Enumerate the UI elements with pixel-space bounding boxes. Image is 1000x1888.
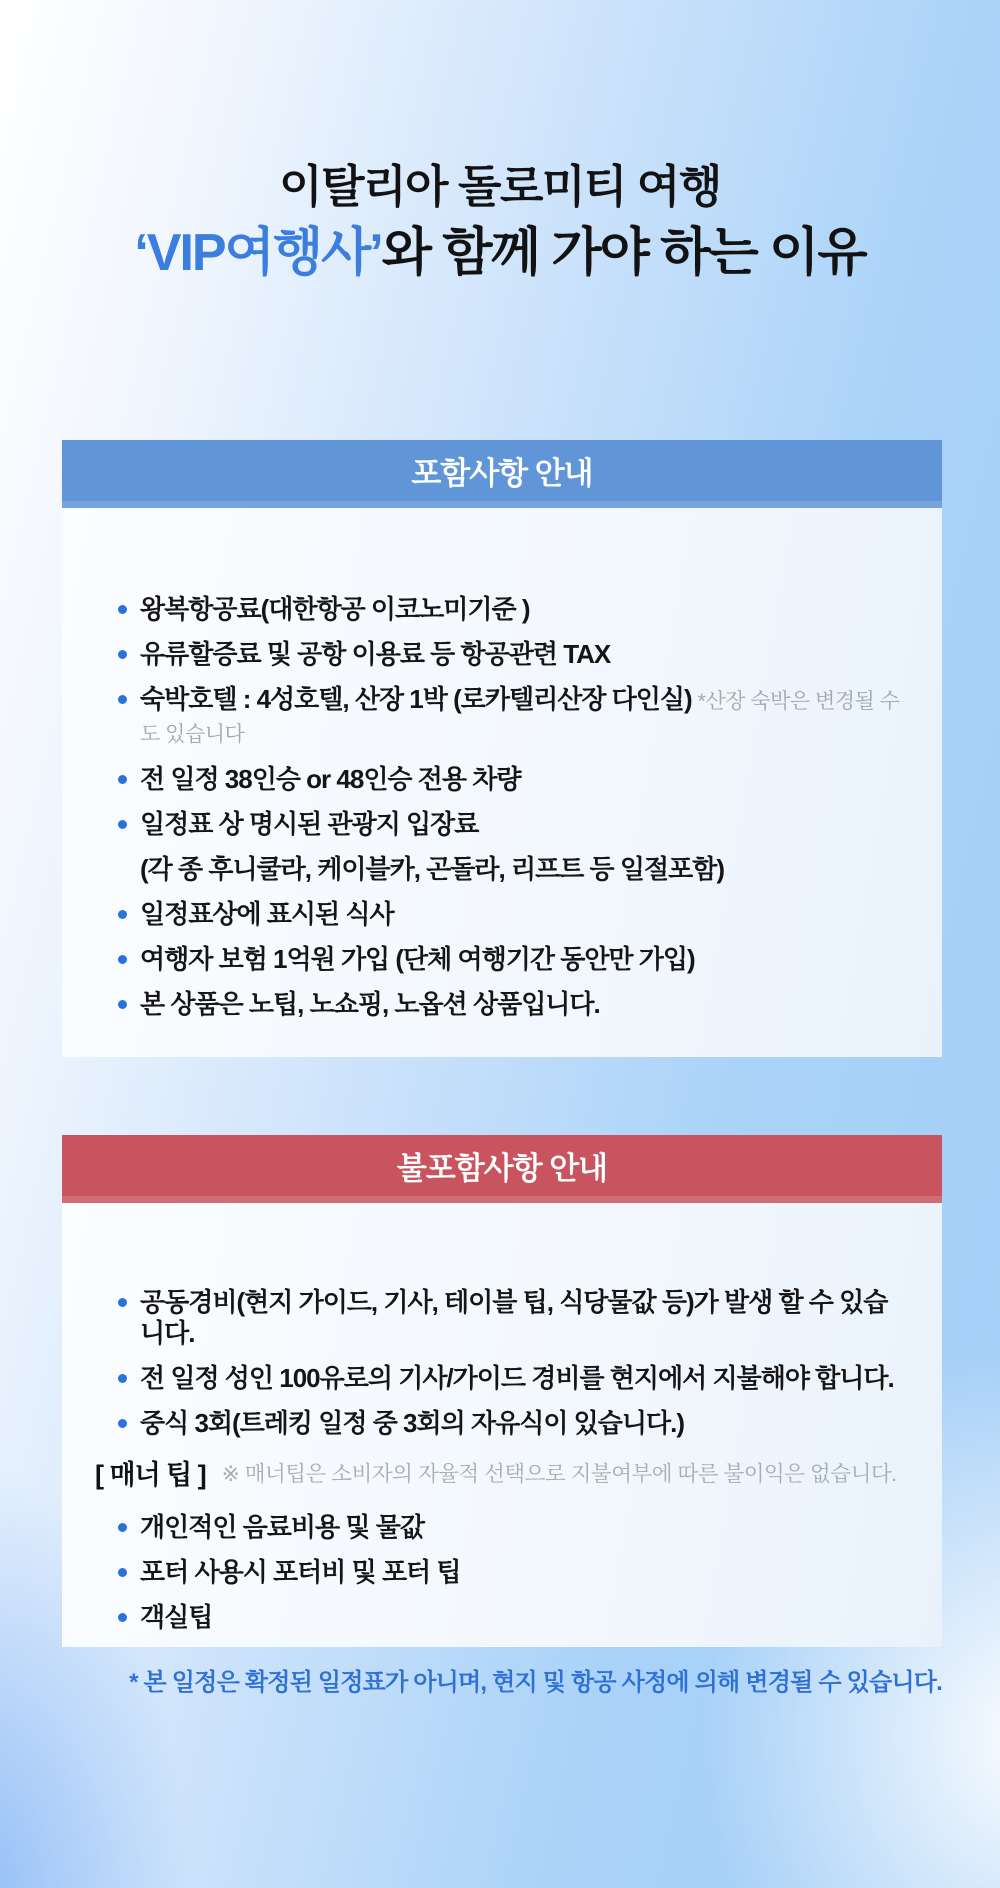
- manner-tip-label: [ 매너 팁 ]: [95, 1460, 206, 1490]
- included-items-list: [62, 508, 942, 1020]
- bullet-dot-icon: [118, 650, 127, 659]
- excluded-section-header: [62, 1135, 942, 1203]
- bullet-dot-icon: [118, 1419, 127, 1428]
- list-item-text: 전 일정 38인승 or 48인승 전용 차량: [140, 764, 521, 794]
- excluded-section-panel: [62, 1203, 942, 1647]
- bullet-dot-icon: [118, 775, 127, 784]
- list-item: [118, 899, 902, 930]
- bullet-dot-icon: [118, 1374, 127, 1383]
- list-item: [118, 1512, 902, 1543]
- list-item-note: *산장 숙박은 변경될 수도 있습니다: [140, 690, 900, 746]
- list-item: [118, 1557, 902, 1588]
- manner-tip-row: [95, 1453, 912, 1492]
- bullet-dot-icon: [118, 1000, 127, 1009]
- excluded-section-title: 불포함사항 안내: [396, 1151, 608, 1186]
- list-item: [118, 1287, 902, 1349]
- bullet-dot-icon: [118, 1613, 127, 1622]
- list-item-text: 일정표 상 명시된 관광지 입장료: [140, 809, 479, 839]
- list-item-text: 전 일정 성인 100유로의 기사/가이드 경비를 현지에서 지불해야 합니다.: [140, 1363, 894, 1393]
- excluded-sub-items-list: [62, 1512, 942, 1633]
- bullet-dot-icon: [118, 1568, 127, 1577]
- title-agency-highlight: ‘VIP여행사’: [134, 224, 382, 282]
- bullet-dot-icon: [118, 910, 127, 919]
- list-item: [118, 809, 902, 885]
- bullet-dot-icon: [118, 1298, 127, 1307]
- list-item-text: 본 상품은 노팁, 노쇼핑, 노옵션 상품입니다.: [140, 989, 600, 1019]
- list-item: [118, 989, 902, 1020]
- list-item-text: 왕복항공료(대한항공 이코노미기준 ): [140, 594, 530, 624]
- bullet-dot-icon: [118, 955, 127, 964]
- bullet-dot-icon: [118, 695, 127, 704]
- list-item: [118, 594, 902, 625]
- schedule-change-disclaimer: * 본 일정은 확정된 일정표가 아니며, 현지 및 항공 사정에 의해 변경될 수 있습니다.: [129, 1669, 942, 1696]
- title-line-1: 이탈리아 돌로미티 여행: [279, 161, 721, 212]
- list-item: [118, 944, 902, 975]
- list-item: [118, 639, 902, 670]
- list-item: [118, 684, 902, 750]
- list-item-text: 중식 3회(트레킹 일정 중 3회의 자유식이 있습니다.): [140, 1408, 685, 1438]
- list-item-text: 공동경비(현지 가이드, 기사, 테이블 팁, 식당물값 등)가 발생 할 수 있습니다.: [140, 1287, 888, 1348]
- bullet-dot-icon: [118, 605, 127, 614]
- list-item-text: 여행자 보험 1억원 가입 (단체 여행기간 동안만 가입): [140, 944, 695, 974]
- included-section-title: 포함사항 안내: [411, 456, 593, 491]
- list-item: [118, 1408, 902, 1439]
- list-item-text: 유류할증료 및 공항 이용료 등 항공관련 TAX: [140, 639, 611, 669]
- list-item-text: 객실팁: [140, 1602, 213, 1632]
- excluded-items-list: [62, 1203, 942, 1439]
- list-item-continuation: (각 종 후니쿨라, 케이블카, 곤돌라, 리프트 등 일절포함): [140, 854, 724, 884]
- page-title: [0, 158, 1000, 286]
- included-section-header: [62, 440, 942, 508]
- included-section-panel: [62, 508, 942, 1057]
- list-item-text: 숙박호텔 : 4성호텔, 산장 1박 (로카텔리산장 다인실): [140, 684, 692, 714]
- list-item-text: 일정표상에 표시된 식사: [140, 899, 394, 929]
- manner-tip-note: ※ 매너팁은 소비자의 자율적 선택으로 지불여부에 따른 불이익은 없습니다.: [221, 1462, 897, 1486]
- title-line-2: [0, 220, 1000, 286]
- list-item: [118, 1363, 902, 1394]
- list-item-text: 개인적인 음료비용 및 물값: [140, 1512, 424, 1542]
- list-item: [118, 1602, 902, 1633]
- bullet-dot-icon: [118, 820, 127, 829]
- list-item-text: 포터 사용시 포터비 및 포터 팁: [140, 1557, 461, 1587]
- bullet-dot-icon: [118, 1523, 127, 1532]
- list-item: [118, 764, 902, 795]
- title-line-2-rest: 와 함께 가야 하는 이유: [381, 224, 866, 282]
